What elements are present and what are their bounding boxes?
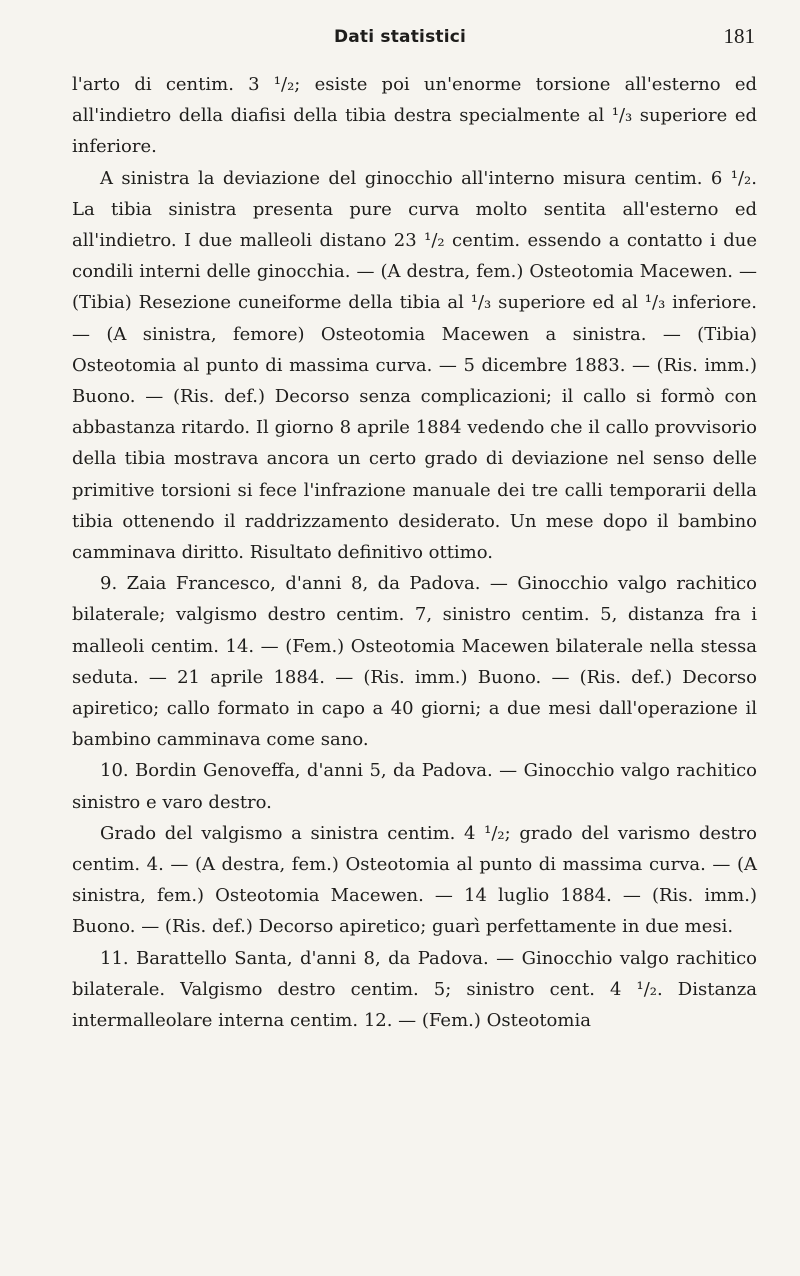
- running-header: [0, 22, 800, 62]
- case-10-entry: 10. Bordin Genoveffa, d'anni 5, da Padova. — Ginocchio valgo rachitico sinistro e varo destro.: [72, 760, 757, 813]
- page-number: 181: [723, 24, 755, 48]
- running-title: Dati statistici: [333, 27, 467, 47]
- body-text: [72, 69, 757, 1036]
- case-10-details: Grado del valgismo a sinistra centim. 4 ¹/₂; grado del varismo destro centim. 4. — (A destra, fem.) Osteotomia al punto di massima curva. — (A sinistra, fem.) Osteotomia Macewen. — 14 luglio 1884. — (Ris. imm.) Buono. — (Ris. def.) Decorso apiretico; guarì perfettamente in due mesi.: [72, 822, 757, 938]
- paragraph-continuation: l'arto di centim. 3 ¹/₂; esiste poi un'enorme torsione all'esterno ed all'indietro della diafisi della tibia destra specialmente al ¹/₃ superiore ed inferiore.: [72, 74, 757, 158]
- case-11-entry: 11. Barattello Santa, d'anni 8, da Padova. — Ginocchio valgo rachitico bilaterale. Valgismo destro centim. 5; sinistro cent. 4 ¹/₂. Distanza intermalleolare interna centim. 12. — (Fem.) Osteotomia: [72, 947, 757, 1032]
- case-9-entry: 9. Zaia Francesco, d'anni 8, da Padova. — Ginocchio valgo rachitico bilaterale; valgismo destro centim. 7, sinistro centim. 5, distanza fra i malleoli centim. 14. — (Fem.) Osteotomia Macewen bilaterale nella stessa seduta. — 21 aprile 1884. — (Ris. imm.) Buono. — (Ris. def.) Decorso apiretico; callo formato in capo a 40 giorni; a due mesi dall'operazione il bambino camminava come sano.: [72, 573, 757, 751]
- paragraph-left-deviation: A sinistra la deviazione del ginocchio all'interno misura centim. 6 ¹/₂. La tibia sinistra presenta pure curva molto sentita all'esterno ed all'indietro. I due malleoli distano 23 ¹/₂ centim. essendo a contatto i due condili interni delle ginocchia. — (A destra, fem.) Osteotomia Macewen. — (Tibia) Resezione cuneiforme della tibia al ¹/₃ superiore ed al ¹/₃ inferiore. — (A sinistra, femore) Osteotomia Macewen a sinistra. — (Tibia) Osteotomia al punto di massima curva. — 5 dicembre 1883. — (Ris. imm.) Buono. — (Ris. def.) Decorso senza complicazioni; il callo si formò con abbastanza ritardo. Il giorno 8 aprile 1884 vedendo che il callo provvisorio della tibia mostrava ancora un certo grado di deviazione nel senso delle primitive torsioni si fece l'infrazione manuale dei tre calli temporarii della tibia ottenendo il raddrizzamento desiderato. Un mese dopo il bambino camminava diritto. Risultato definitivo ottimo.: [72, 167, 757, 564]
